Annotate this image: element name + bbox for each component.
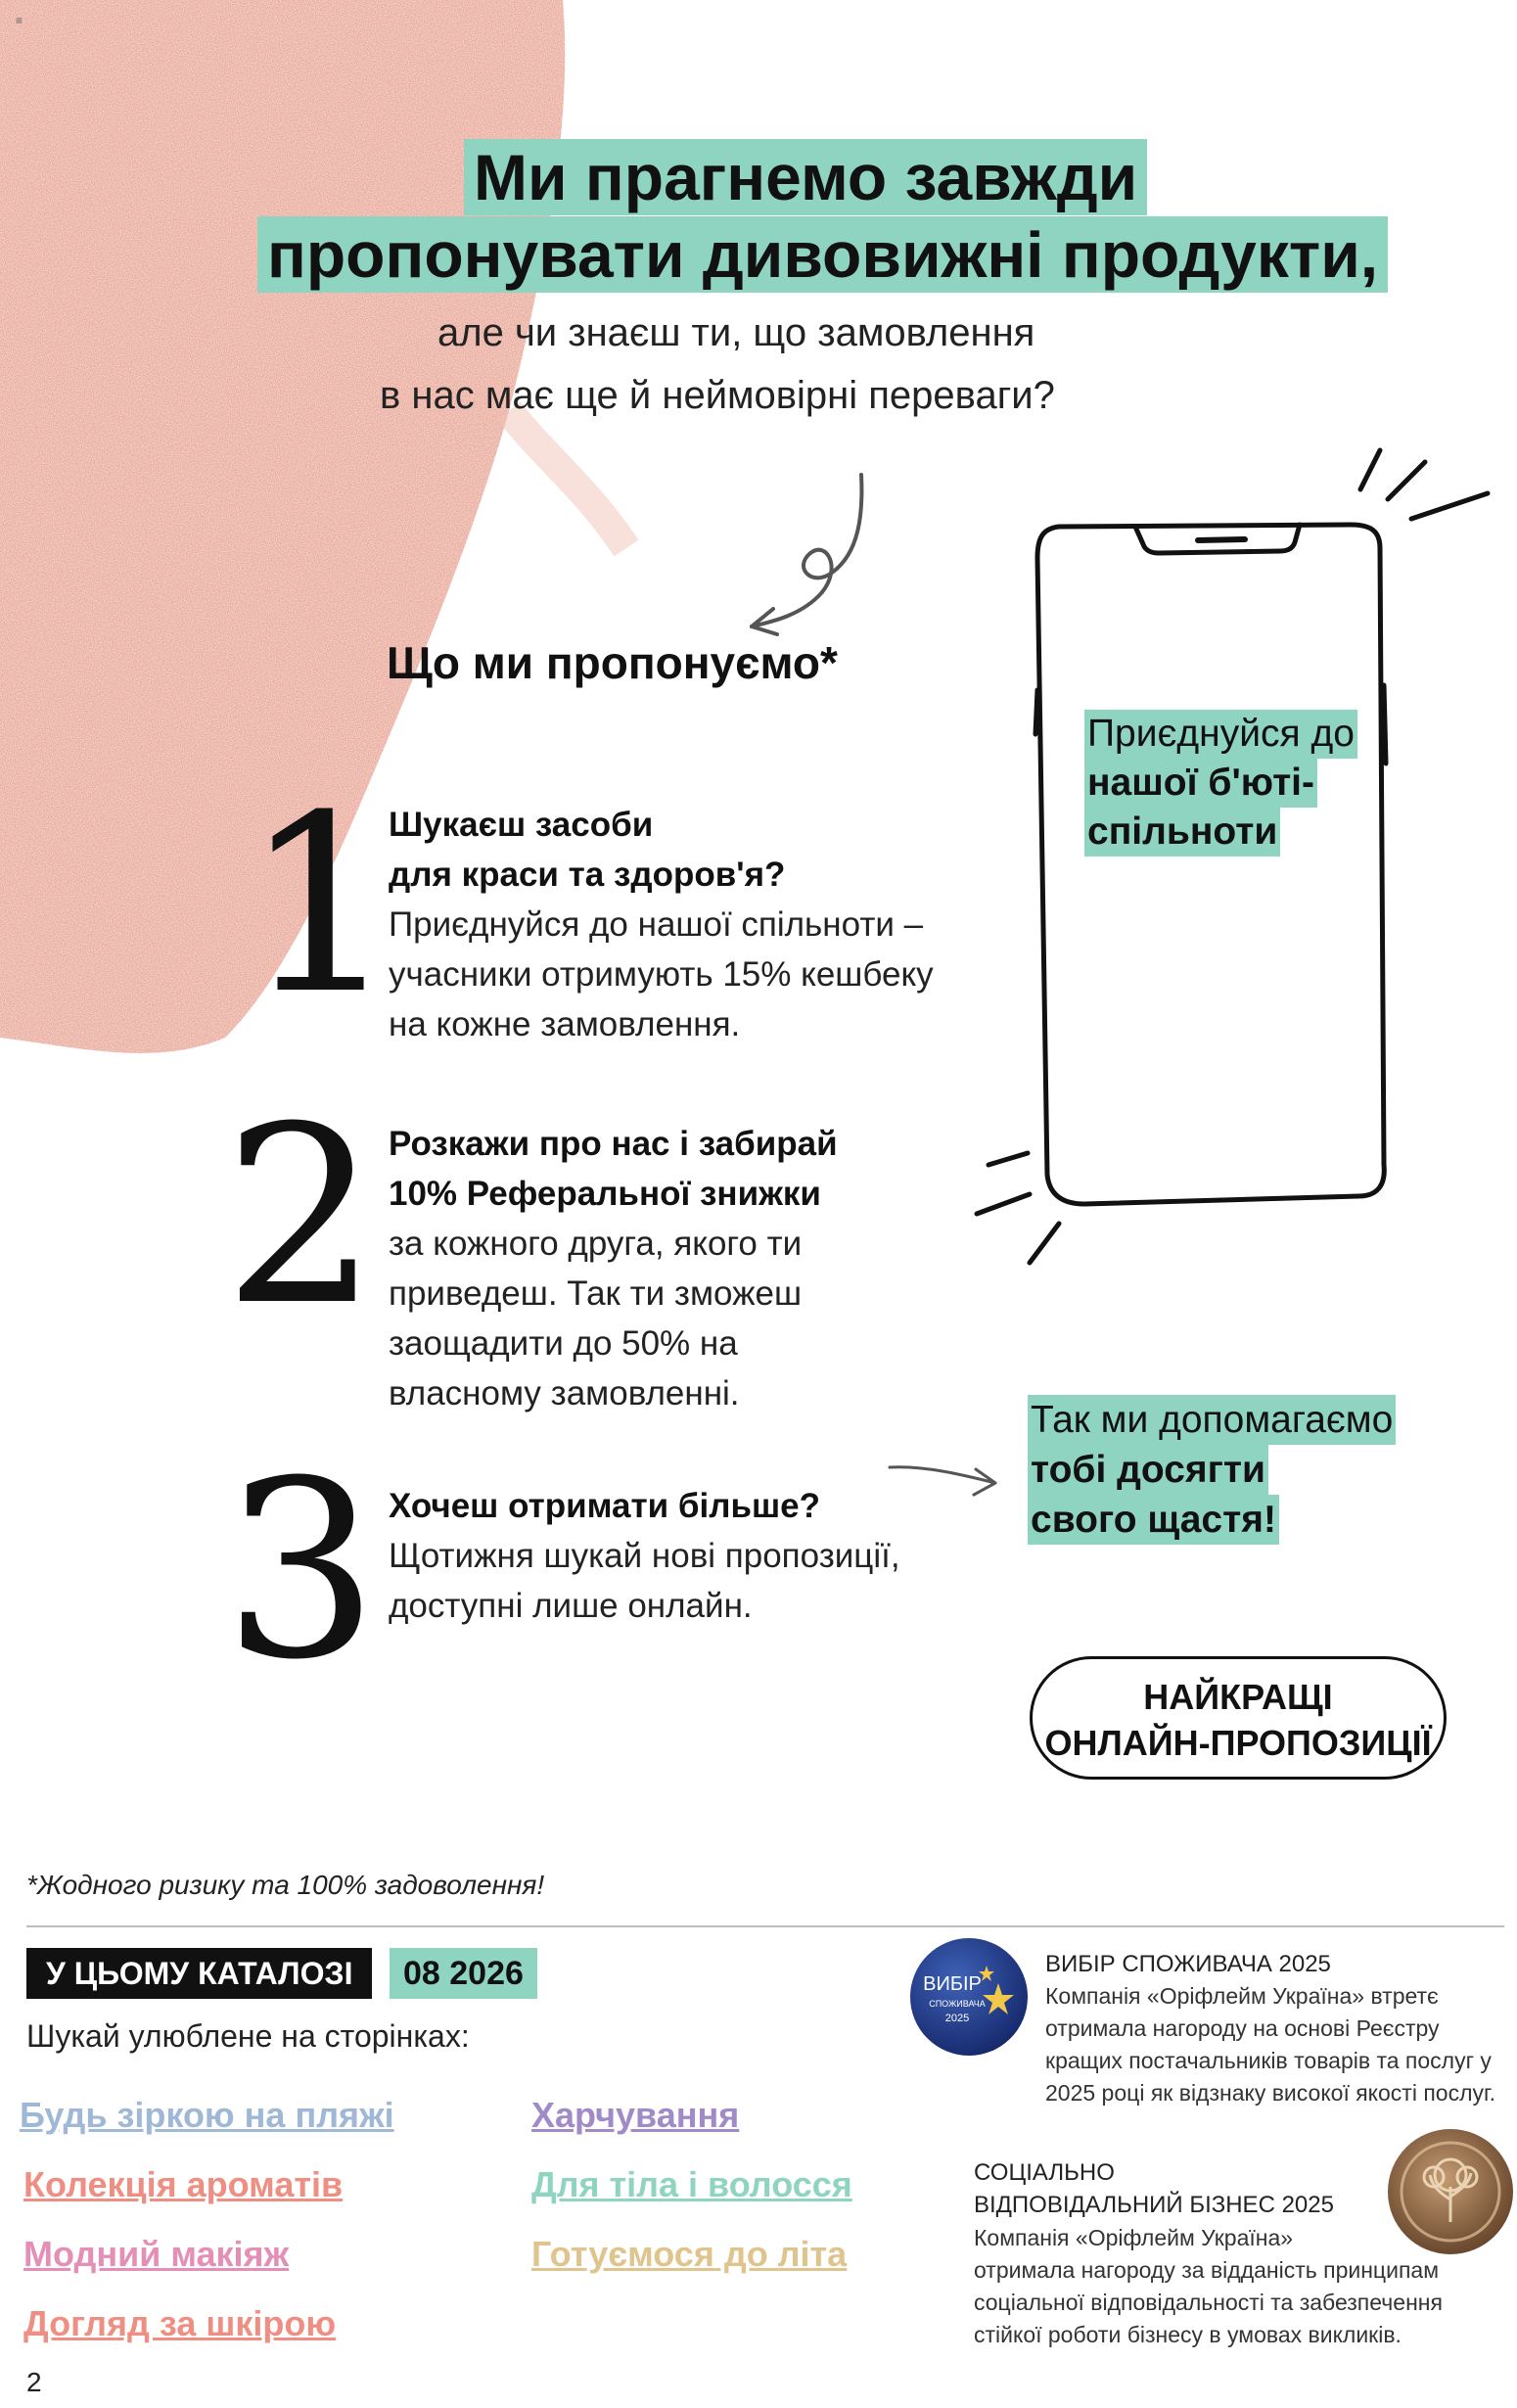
phone-illustration — [969, 440, 1497, 1273]
arrow-right-icon — [886, 1454, 1003, 1503]
award1-line3: кращих постачальників товарів та послуг у — [1045, 2048, 1492, 2073]
offer-2-body4: власному замовленні. — [389, 1374, 740, 1412]
offer-2-body3: заощадити до 50% на — [389, 1324, 738, 1363]
award2-title2: ВІДПОВІДАЛЬНИЙ БІЗНЕС 2025 — [974, 2192, 1334, 2218]
headline-line1: Ми прагнемо завжди — [464, 139, 1147, 215]
catalog-hint: Шукай улюблене на сторінках: — [26, 2018, 470, 2054]
link-beach-star[interactable]: Будь зіркою на пляжі — [20, 2095, 394, 2135]
link-summer-prep[interactable]: Готуємося до літа — [531, 2234, 848, 2274]
offer-1-body2: учасники отримують 15% кешбеку — [389, 955, 934, 994]
number-1: 1 — [243, 763, 399, 1047]
award2-title1: СОЦІАЛЬНО — [974, 2159, 1115, 2186]
help-caption-line3: свого щастя! — [1028, 1495, 1279, 1545]
link-body-hair[interactable]: Для тіла і волосся — [531, 2164, 852, 2204]
number-3: 3 — [223, 1428, 380, 1713]
badge-text3: 2025 — [944, 2013, 970, 2024]
link-skincare[interactable]: Догляд за шкірою — [23, 2303, 337, 2343]
award2-text — [974, 2222, 1443, 2351]
best-online-offers-button[interactable] — [1030, 1656, 1447, 1780]
phone-caption — [1084, 710, 1357, 857]
offer-3-body1: Щотижня шукай нові пропозиції, — [389, 1537, 900, 1575]
consumer-choice-badge — [908, 1936, 1030, 2058]
footnote: *Жодного ризику та 100% задоволення! — [26, 1870, 545, 1900]
offer-2-body2: приведеш. Так ти зможеш — [389, 1274, 803, 1313]
link-nutrition[interactable]: Харчування — [531, 2095, 740, 2135]
cta-line1: НАЙКРАЩІ — [1143, 1677, 1333, 1717]
award2-line1: Компанія «Оріфлейм Україна» — [974, 2225, 1294, 2250]
offer-item-3 — [389, 1481, 900, 1631]
offer-2-body1: за кожного друга, якого ти — [389, 1225, 803, 1263]
corner-mark: ≡ — [16, 14, 23, 27]
award1-title: ВИБІР СПОЖИВАЧА 2025 — [1045, 1951, 1331, 1977]
subheadline-line1: але чи знаєш ти, що замовлення — [437, 311, 1035, 354]
subheadline-line2: в нас має ще й неймовірні переваги? — [380, 374, 1055, 417]
phone-caption-line2: нашої б'юті- — [1084, 759, 1317, 808]
badge-text2: СПОЖИВАЧА — [929, 1999, 986, 2009]
award2-line4: стійкої роботи бізнесу в умовах викликів. — [974, 2322, 1402, 2347]
page-number: 2 — [26, 2367, 42, 2397]
award1-line2: отримала нагороду на основі Реєстру — [1045, 2015, 1440, 2041]
award1-line4: 2025 році як відзнаку високої якості послуг. — [1045, 2080, 1495, 2106]
cta-line2: ОНЛАЙН-ПРОПОЗИЦІЇ — [1044, 1723, 1432, 1763]
offer-item-1 — [389, 800, 934, 1049]
offer-1-body3: на кожне замовлення. — [389, 1005, 741, 1043]
offer-2-bold2: 10% Реферальної знижки — [389, 1175, 821, 1213]
award2-line2: отримала нагороду за відданість принципам — [974, 2257, 1440, 2283]
curly-arrow-icon — [734, 470, 881, 636]
offer-2-bold1: Розкажи про нас і забирай — [389, 1125, 838, 1163]
badge-text1: ВИБІР — [923, 1973, 982, 1995]
offers-title: Що ми пропонуємо* — [387, 637, 838, 688]
award1-text — [1045, 1980, 1495, 2109]
catalog-number: 08 2026 — [390, 1948, 537, 1999]
offer-1-body1: Приєднуйся до нашої спільноти – — [389, 905, 924, 944]
offer-3-bold1: Хочеш отримати більше? — [389, 1487, 821, 1525]
offer-3-body2: доступні лише онлайн. — [389, 1587, 753, 1625]
link-fragrance-collection[interactable]: Колекція ароматів — [23, 2164, 344, 2204]
phone-caption-line3: спільноти — [1084, 808, 1280, 857]
help-caption-line1: Так ми допомагаємо — [1028, 1395, 1396, 1445]
number-2: 2 — [223, 1074, 380, 1359]
divider — [26, 1925, 1504, 1927]
award1-line1: Компанія «Оріфлейм Україна» втретє — [1045, 1983, 1439, 2009]
link-fashion-makeup[interactable]: Модний макіяж — [23, 2234, 290, 2274]
phone-caption-line1: Приєднуйся до — [1084, 710, 1357, 759]
offer-1-bold1: Шукаєш засоби — [389, 806, 654, 844]
headline-line2: пропонувати дивовижні продукти, — [257, 216, 1388, 293]
catalog-label: У ЦЬОМУ КАТАЛОЗІ — [26, 1948, 372, 1999]
award2-line3: соціальної відповідальності та забезпечення — [974, 2290, 1443, 2315]
offer-item-2 — [389, 1119, 838, 1418]
help-caption — [1028, 1395, 1396, 1545]
offer-1-bold2: для краси та здоров'я? — [389, 856, 786, 894]
help-caption-line2: тобі досягти — [1028, 1445, 1268, 1495]
